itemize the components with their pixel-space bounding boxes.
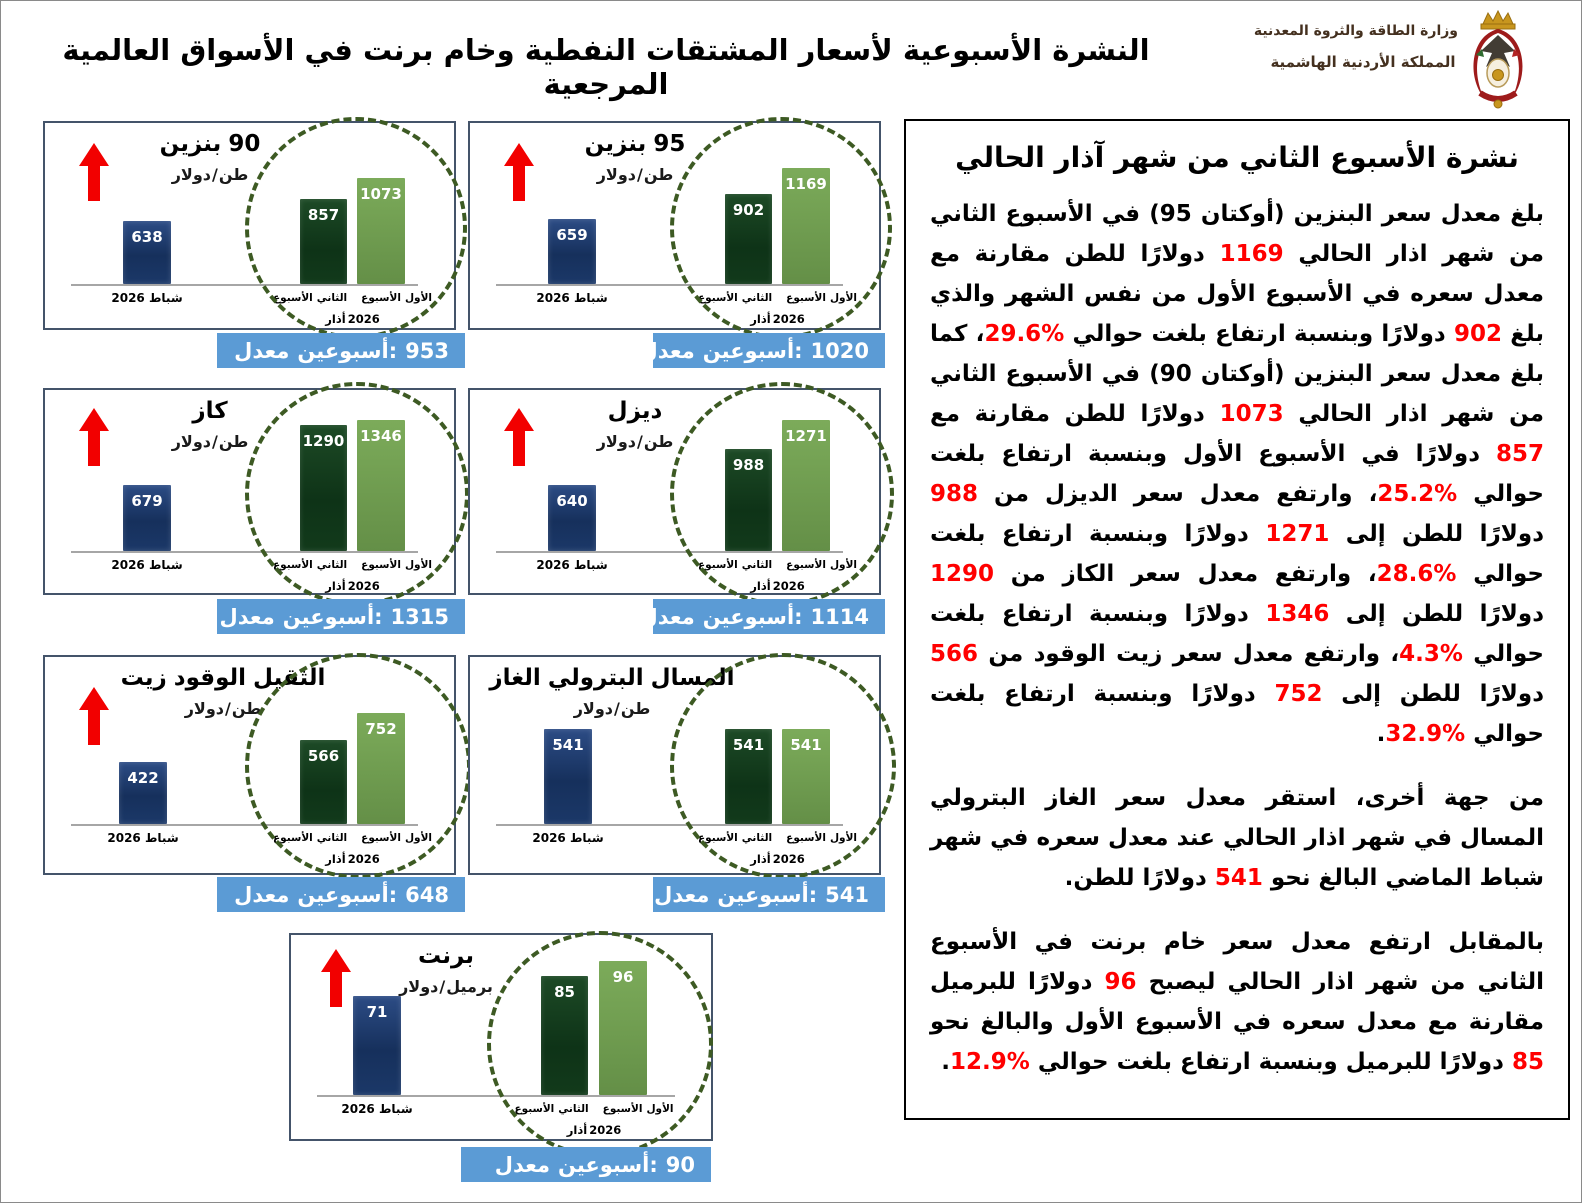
- chart-title-token: ديزل: [607, 398, 663, 424]
- week-axis-labels: [698, 559, 857, 571]
- jordan-coat-of-arms-icon: [1462, 9, 1534, 111]
- march-axis-label: [750, 579, 804, 593]
- chart-title: [121, 665, 326, 691]
- avg-label-token: معدل: [639, 604, 695, 629]
- bar-second-week: [357, 713, 405, 824]
- chart-title-token: بنزين: [584, 131, 647, 157]
- chart-unit-token: طن: [218, 165, 249, 184]
- price-up-arrow-icon: [79, 408, 109, 470]
- chart-title-token: 95: [653, 131, 686, 157]
- panel-text-segment: 857: [1495, 441, 1544, 467]
- avg-label-token: أسبوعين:: [717, 882, 818, 907]
- week-label-token: الأول: [404, 559, 432, 571]
- bar-value-label: 679: [131, 492, 163, 510]
- panel-text-segment: دولارًا للطن مقارنة مع: [930, 401, 1220, 427]
- panel-text-segment: دولارًا للبرميل وبنسبة ارتفاع بلغت حوالي: [1029, 1049, 1512, 1075]
- week-label-token: الأسبوع: [698, 559, 738, 571]
- chart-unit-token: طن: [620, 699, 651, 718]
- panel-text-segment: 541: [1214, 865, 1263, 891]
- bar-value-label: 566: [307, 747, 340, 765]
- panel-body: [930, 194, 1544, 1082]
- bar-february: [123, 485, 171, 551]
- chart-title: [489, 665, 734, 691]
- week-label-token: الأول: [404, 292, 432, 304]
- chart-card-2: [468, 121, 881, 330]
- chart-unit: [399, 977, 493, 996]
- chart-unit: [172, 432, 249, 451]
- avg-label-token: أسبوعين:: [557, 1152, 658, 1177]
- panel-text-segment: دولارًا للطن.: [1064, 865, 1215, 891]
- two-week-average-banner: [217, 877, 465, 912]
- panel-text-segment: 902: [1453, 321, 1502, 347]
- price-up-arrow-icon: [504, 143, 534, 205]
- bar-second-week: [357, 178, 405, 284]
- two-week-average-banner: [653, 877, 885, 912]
- week-axis-labels: [698, 832, 857, 844]
- bar-value-label: 541: [732, 736, 765, 754]
- panel-paragraph: [930, 922, 1544, 1082]
- avg-value: 90: [665, 1152, 695, 1177]
- price-up-arrow-icon: [79, 143, 109, 205]
- chart-unit-token: طن: [218, 432, 249, 451]
- bar-second-week: [357, 420, 405, 551]
- march-axis-label: [567, 1123, 621, 1137]
- avg-value: 541: [825, 882, 869, 907]
- panel-text-segment: .: [1376, 721, 1386, 747]
- march-axis-label: [750, 852, 804, 866]
- panel-text-segment: 1290: [930, 561, 995, 587]
- march-label-token: أذار: [325, 579, 346, 593]
- bar-value-label: 1346: [360, 427, 402, 445]
- chart-unit-token: برميل: [446, 977, 493, 996]
- panel-text-segment: ، وارتفع معدل سعر الديزل من: [978, 481, 1378, 507]
- panel-text-segment: 1073: [1219, 401, 1284, 427]
- bar-value-label: 71: [366, 1003, 388, 1021]
- highlight-circle: [670, 117, 892, 339]
- chart-unit-token: /: [439, 977, 446, 996]
- chart-card-3: [43, 388, 456, 595]
- week-label-token: الأول: [829, 832, 857, 844]
- chart-title-token: برنت: [418, 943, 474, 969]
- bar-second-week: [599, 961, 647, 1095]
- label-gap: [776, 559, 782, 571]
- bar-first-week: [300, 199, 347, 284]
- panel-text-segment: 85: [1511, 1049, 1544, 1075]
- chart-unit-token: دولار: [171, 165, 211, 184]
- march-label-token: 2026: [772, 312, 805, 326]
- chart-unit-token: دولار: [171, 432, 211, 451]
- avg-label-token: أسبوعين:: [297, 338, 398, 363]
- chart-title-token: الغاز: [489, 665, 541, 691]
- bar-value-label: 85: [554, 983, 575, 1001]
- panel-text-segment: 1346: [1265, 601, 1330, 627]
- avg-label-token: أسبوعين:: [282, 604, 383, 629]
- price-up-arrow-icon: [321, 949, 351, 1011]
- panel-text-segment: دولارًا وبنسبة ارتفاع بلغت حوالي: [930, 601, 1544, 667]
- week-label-token: الثاني: [316, 832, 348, 844]
- bar-value-label: 857: [307, 206, 340, 224]
- bar-value-label: 422: [127, 769, 159, 787]
- week-label-token: الثاني: [741, 559, 773, 571]
- week-label-token: الأسبوع: [361, 559, 401, 571]
- panel-text-segment: %4.3: [1399, 641, 1463, 667]
- avg-label-token: معدل: [234, 882, 290, 907]
- bar-value-label: 1073: [360, 185, 402, 203]
- chart-unit-token: /: [636, 165, 643, 184]
- avg-label-token: معدل: [639, 338, 695, 363]
- chart-title: [418, 943, 474, 969]
- feb-axis-label: شباط 2026: [532, 831, 604, 845]
- panel-text-segment: ، وارتفع معدل سعر زيت الوقود من: [978, 641, 1400, 667]
- panel-text-segment: دولارًا وبنسبة ارتفاع بلغت حوالي: [930, 521, 1545, 587]
- label-gap: [351, 559, 357, 571]
- x-axis-line: [71, 824, 418, 826]
- feb-axis-label: شباط 2026: [536, 291, 608, 305]
- chart-unit-token: طن: [231, 699, 262, 718]
- chart-unit: [597, 165, 674, 184]
- week-axis-labels: [273, 559, 432, 571]
- avg-label-token: أسبوعين:: [702, 338, 803, 363]
- chart-card-6: [468, 655, 881, 875]
- week-label-token: الأسبوع: [786, 292, 826, 304]
- week-label-token: الثاني: [558, 1103, 589, 1115]
- week-label-token: الأسبوع: [602, 1103, 643, 1115]
- march-label-token: أذار: [750, 579, 771, 593]
- chart-title-token: كاز: [192, 398, 228, 424]
- panel-text-segment: %29.6: [984, 321, 1065, 347]
- ministry-name: وزارة الطاقة والثروة المعدنية: [1253, 23, 1458, 39]
- label-gap: [351, 832, 357, 844]
- panel-text-segment: %28.6: [1376, 561, 1457, 587]
- week-label-token: الأول: [829, 292, 857, 304]
- panel-text-segment: .: [941, 1049, 951, 1075]
- bar-second-week: [782, 729, 830, 824]
- week-label-token: الثاني: [741, 832, 773, 844]
- avg-value: 648: [405, 882, 449, 907]
- week-label-token: الأسبوع: [273, 292, 313, 304]
- feb-axis-label: شباط 2026: [111, 558, 183, 572]
- chart-unit-token: دولار: [184, 699, 224, 718]
- march-label-token: أذار: [325, 312, 346, 326]
- bar-february: [119, 762, 167, 824]
- panel-text-segment: ، وارتفع معدل سعر الكاز من: [994, 561, 1377, 587]
- x-axis-line: [496, 551, 843, 553]
- x-axis-line: [496, 284, 843, 286]
- panel-paragraph: [930, 778, 1544, 898]
- chart-title: [160, 131, 261, 157]
- bar-value-label: 640: [556, 492, 588, 510]
- chart-unit-token: طن: [643, 432, 674, 451]
- march-label-token: 2026: [772, 579, 805, 593]
- panel-text-segment: بلغ معدل سعر البنزين (أوكتان 95) في الأسبوع الثاني من شهر اذار الحالي: [930, 201, 1545, 267]
- panel-text-segment: %25.2: [1377, 481, 1458, 507]
- panel-text-segment: 1271: [1265, 521, 1330, 547]
- chart-title: [192, 398, 227, 424]
- x-axis-line: [496, 824, 843, 826]
- week-label-token: الأسبوع: [273, 832, 313, 844]
- bar-value-label: 96: [612, 968, 634, 986]
- label-gap: [776, 292, 782, 304]
- label-gap: [776, 832, 782, 844]
- march-axis-label: [325, 579, 379, 593]
- week-axis-labels: [273, 832, 432, 844]
- avg-label-token: أسبوعين:: [702, 604, 803, 629]
- bar-february: [123, 221, 171, 284]
- panel-text-segment: دولارًا للطن إلى: [1329, 601, 1544, 627]
- bar-first-week: [300, 740, 347, 824]
- march-axis-label: [325, 312, 379, 326]
- chart-title-token: زيت: [120, 665, 167, 691]
- bar-second-week: [782, 168, 830, 284]
- chart-card-1: [43, 121, 456, 330]
- bar-value-label: 659: [556, 226, 588, 244]
- bar-first-week: [725, 729, 772, 824]
- week-axis-labels: [515, 1103, 674, 1115]
- week-axis-labels: [698, 292, 857, 304]
- bar-first-week: [541, 976, 588, 1095]
- bar-value-label: 752: [365, 720, 397, 738]
- avg-label-token: أسبوعين:: [297, 882, 398, 907]
- panel-text-segment: دولارًا للبرميل مقارنة مع معدل سعره في الأسبوع الأول والبالغ نحو: [930, 969, 1544, 1035]
- x-axis-line: [317, 1095, 675, 1097]
- two-week-average-banner: [639, 599, 885, 634]
- march-label-token: 2026: [589, 1123, 622, 1137]
- chart-unit-token: دولار: [399, 977, 439, 996]
- bar-first-week: [300, 425, 347, 551]
- feb-axis-label: شباط 2026: [341, 1102, 413, 1116]
- bar-value-label: 1169: [785, 175, 827, 193]
- bar-value-label: 902: [732, 201, 765, 219]
- week-label-token: الأسبوع: [361, 292, 401, 304]
- panel-text-segment: 988: [930, 481, 979, 507]
- march-label-token: 2026: [347, 579, 380, 593]
- bar-february: [353, 996, 401, 1095]
- bar-second-week: [782, 420, 830, 551]
- bar-first-week: [725, 449, 772, 551]
- chart-unit-token: /: [613, 699, 620, 718]
- chart-title-token: البترولي: [547, 665, 644, 691]
- panel-text-segment: من جهة أخرى، استقر معدل سعر الغاز البترولي المسال في شهر اذار الحالي عند معدل سعره في شهر شباط الماضي البالغ نحو: [930, 785, 1544, 891]
- price-up-arrow-icon: [504, 408, 534, 470]
- two-week-average-banner: [461, 1147, 711, 1182]
- week-label-token: الأسبوع: [273, 559, 313, 571]
- kingdom-name: المملكة الأردنية الهاشمية: [1270, 53, 1456, 71]
- week-label-token: الثاني: [316, 559, 348, 571]
- chart-unit-token: /: [211, 432, 218, 451]
- ministry-logo-text: [1253, 23, 1458, 71]
- march-label-token: أذار: [566, 1123, 588, 1137]
- avg-label-token: معدل: [494, 1152, 550, 1177]
- bar-value-label: 1290: [302, 432, 345, 450]
- week-label-token: الثاني: [316, 292, 348, 304]
- panel-heading: نشرة الأسبوع الثاني من شهر آذار الحالي: [955, 141, 1519, 174]
- week-label-token: الأول: [646, 1103, 674, 1115]
- chart-unit-token: طن: [643, 165, 674, 184]
- bar-value-label: 1271: [785, 427, 827, 445]
- avg-value: 1315: [390, 604, 449, 629]
- avg-label-token: معدل: [234, 338, 290, 363]
- panel-text-segment: دولارًا وبنسبة ارتفاع بلغت حوالي: [930, 681, 1544, 747]
- label-gap: [351, 292, 357, 304]
- chart-unit-token: دولار: [596, 432, 636, 451]
- week-label-token: الأسبوع: [786, 832, 826, 844]
- week-label-token: الأسبوع: [786, 559, 826, 571]
- panel-text-segment: دولارًا للطن إلى: [1322, 681, 1544, 707]
- price-up-arrow-icon: [79, 687, 109, 749]
- panel-text-segment: دولارًا وبنسبة ارتفاع بلغت حوالي: [1064, 321, 1454, 347]
- chart-unit-token: /: [211, 165, 218, 184]
- avg-value: 1020: [810, 338, 869, 363]
- bar-february: [544, 729, 592, 824]
- chart-unit: [185, 699, 262, 718]
- week-label-token: الأسبوع: [361, 832, 401, 844]
- panel-text-segment: %12.9: [950, 1049, 1030, 1075]
- chart-unit-token: /: [224, 699, 231, 718]
- chart-title-token: 90: [228, 131, 261, 157]
- chart-unit: [172, 165, 249, 184]
- panel-text-segment: %32.9: [1385, 721, 1466, 747]
- panel-text-segment: بالمقابل ارتفع معدل سعر خام برنت في الأسبوع الثاني من شهر اذار الحالي ليصبح: [930, 929, 1544, 995]
- chart-title-token: المسال: [650, 665, 735, 691]
- panel-text-segment: دولارًا للطن مقارنة مع معدل سعره في الأسبوع الأول من نفس الشهر والذي بلغ: [930, 241, 1544, 347]
- feb-axis-label: شباط 2026: [536, 558, 608, 572]
- march-axis-label: [325, 852, 379, 866]
- bar-february: [548, 219, 596, 284]
- chart-card-4: [468, 388, 881, 595]
- chart-title: [585, 131, 686, 157]
- two-week-average-banner: [217, 333, 465, 368]
- panel-text-segment: 1169: [1219, 241, 1284, 267]
- bar-value-label: 638: [131, 228, 163, 246]
- panel-text-segment: دولارًا للطن إلى: [1329, 521, 1544, 547]
- march-label-token: أذار: [325, 852, 346, 866]
- chart-unit-token: دولار: [573, 699, 613, 718]
- march-label-token: 2026: [347, 312, 380, 326]
- march-label-token: أذار: [750, 852, 771, 866]
- march-label-token: 2026: [347, 852, 380, 866]
- chart-card-5: [43, 655, 456, 875]
- summary-panel: [904, 119, 1570, 1120]
- highlight-circle: [245, 117, 467, 339]
- ministry-logo: [1236, 7, 1536, 112]
- march-axis-label: [750, 312, 804, 326]
- week-axis-labels: [273, 292, 432, 304]
- x-axis-line: [71, 284, 418, 286]
- bar-february: [548, 485, 596, 551]
- week-label-token: الثاني: [741, 292, 773, 304]
- avg-value: 1114: [810, 604, 869, 629]
- week-label-token: الأسبوع: [698, 292, 738, 304]
- page-title: النشرة الأسبوعية لأسعار المشتقات النفطية وخام برنت في الأسواق العالمية المرجعية: [62, 33, 1150, 101]
- march-label-token: أذار: [750, 312, 771, 326]
- label-gap: [593, 1103, 599, 1115]
- week-label-token: الأول: [829, 559, 857, 571]
- avg-label-token: معدل: [219, 604, 275, 629]
- march-label-token: 2026: [772, 852, 805, 866]
- chart-unit-token: /: [636, 432, 643, 451]
- feb-axis-label: شباط 2026: [111, 291, 183, 305]
- chart-unit-token: دولار: [596, 165, 636, 184]
- panel-text-segment: 752: [1274, 681, 1323, 707]
- panel-paragraph: [930, 194, 1544, 754]
- chart-unit: [574, 699, 651, 718]
- panel-text-segment: 96: [1104, 969, 1137, 995]
- x-axis-line: [71, 551, 418, 553]
- bar-value-label: 988: [732, 456, 765, 474]
- avg-value: 953: [405, 338, 449, 363]
- two-week-average-banner: [639, 333, 885, 368]
- chart-title-token: الثقيل: [253, 665, 326, 691]
- week-label-token: الأسبوع: [514, 1103, 555, 1115]
- chart-title: [608, 398, 663, 424]
- chart-title-token: بنزين: [159, 131, 222, 157]
- avg-label-token: معدل: [654, 882, 710, 907]
- chart-title-token: الوقود: [173, 665, 247, 691]
- panel-text-segment: 566: [930, 641, 979, 667]
- bar-value-label: 541: [790, 736, 822, 754]
- feb-axis-label: شباط 2026: [107, 831, 179, 845]
- panel-text-segment: ، كما بلغ معدل سعر البنزين (أوكتان 90) في الأسبوع الثاني من شهر اذار الحالي: [930, 321, 1545, 427]
- chart-unit: [597, 432, 674, 451]
- bar-first-week: [725, 194, 772, 284]
- bar-value-label: 541: [552, 736, 584, 754]
- chart-card-7: [289, 933, 713, 1141]
- two-week-average-banner: [217, 599, 465, 634]
- week-label-token: الأول: [404, 832, 432, 844]
- panel-text-segment: دولارًا في الأسبوع الأول وبنسبة ارتفاع بلغت حوالي: [930, 441, 1545, 507]
- week-label-token: الأسبوع: [698, 832, 738, 844]
